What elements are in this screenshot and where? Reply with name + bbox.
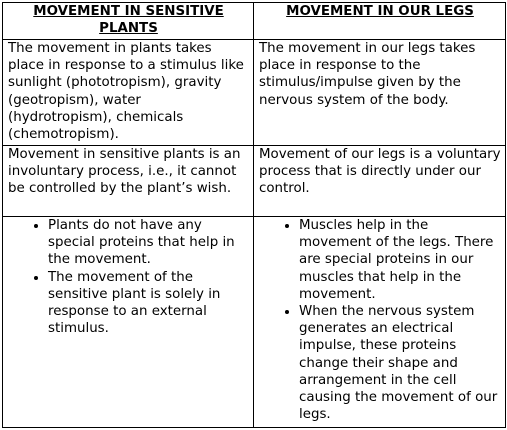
header-legs: MOVEMENT IN OUR LEGS — [254, 3, 506, 40]
plants-control-cell: Movement in sensitive plants is an involuntary process, i.e., it cannot be controlled by the plant’s wish. — [3, 146, 254, 217]
list-item: • Plants do not have any special proteins that help in the movement. — [48, 217, 249, 269]
plants-bullets-cell — [3, 217, 254, 428]
list-item: • When the nervous system generates an electrical impulse, these proteins change their shape and arrangement in the cell causing the movement of our legs. — [299, 303, 501, 423]
legs-bullet-list — [259, 217, 501, 423]
table-row — [3, 40, 506, 146]
plants-bullet-list — [8, 217, 249, 337]
legs-bullets-cell — [254, 217, 506, 428]
header-plants: MOVEMENT IN SENSITIVE PLANTS — [3, 3, 254, 40]
table-row — [3, 217, 506, 428]
header-row — [3, 3, 506, 40]
list-item: • Muscles help in the movement of the legs. There are special proteins in our muscles that help in the movement. — [299, 217, 501, 303]
legs-control-cell: Movement of our legs is a voluntary process that is directly under our control. — [254, 146, 506, 217]
legs-stimulus-cell: The movement in our legs takes place in response to the stimulus/impulse given by the nervous system of the body. — [254, 40, 506, 146]
plants-stimulus-cell: The movement in plants takes place in response to a stimulus like sunlight (phototropism), gravity (geotropism), water (hydrotropism), chemicals (chemotropism). — [3, 40, 254, 146]
table-row — [3, 146, 506, 217]
comparison-table — [2, 2, 506, 428]
list-item: • The movement of the sensitive plant is solely in response to an external stimulus. — [48, 269, 249, 338]
